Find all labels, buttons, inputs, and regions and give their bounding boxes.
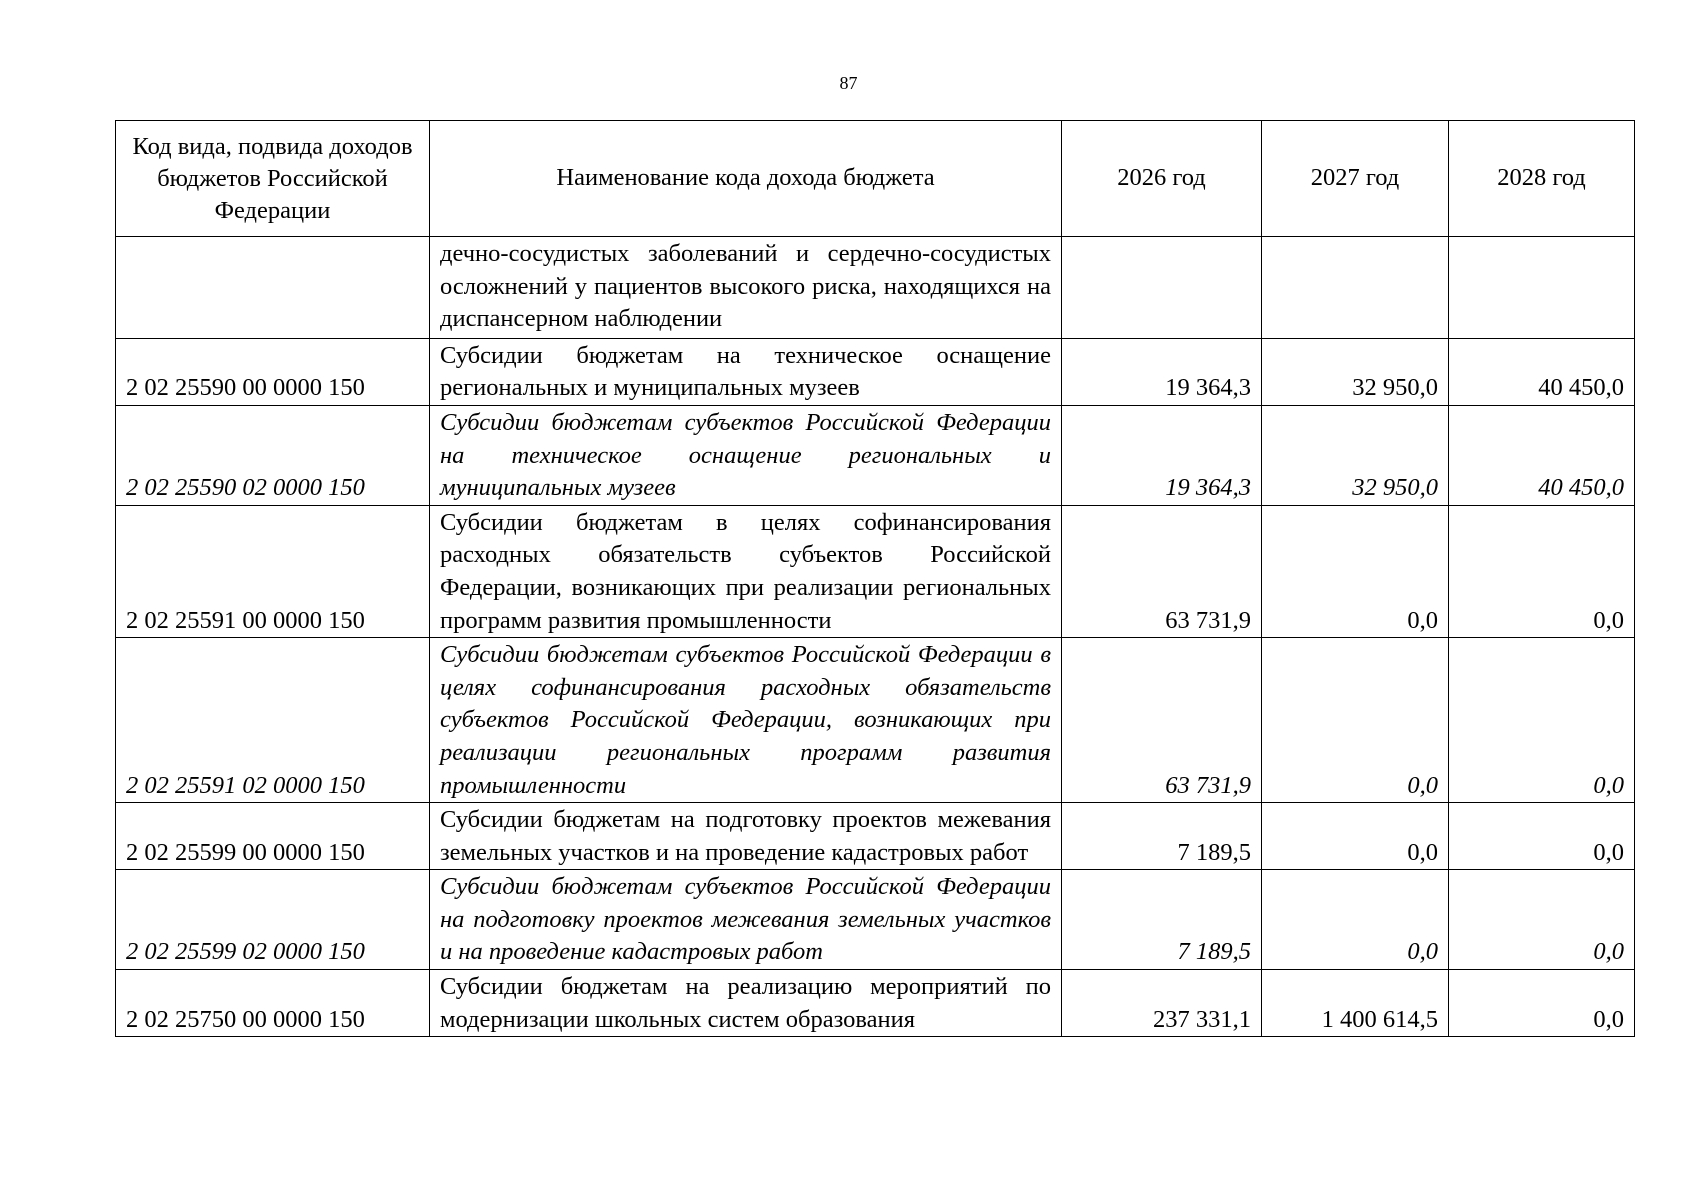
row-value-2027: 0,0 xyxy=(1262,638,1449,803)
row-value-2027: 32 950,0 xyxy=(1262,338,1449,405)
row-name: Субсидии бюджетам на подготовку проектов межевания земельных участков и на проведение кадастровых работ xyxy=(430,803,1062,870)
table-row xyxy=(116,237,1635,339)
table-row xyxy=(116,405,1635,505)
row-value-2027: 0,0 xyxy=(1262,803,1449,870)
header-code: Код вида, подвида доходов бюджетов Российской Федерации xyxy=(116,121,430,237)
row-name: Субсидии бюджетам на техническое оснащение региональных и муниципальных музеев xyxy=(430,338,1062,405)
row-value-2027: 1 400 614,5 xyxy=(1262,970,1449,1037)
row-value-2026: 63 731,9 xyxy=(1062,505,1262,637)
row-name: Субсидии бюджетам в целях софинансирования расходных обязательств субъектов Российской Федерации, возникающих при реализации региональных программ развития промышленности xyxy=(430,505,1062,637)
row-code: 2 02 25599 00 0000 150 xyxy=(116,803,430,870)
row-code: 2 02 25590 00 0000 150 xyxy=(116,338,430,405)
header-name: Наименование кода дохода бюджета xyxy=(430,121,1062,237)
row-value-2026: 7 189,5 xyxy=(1062,870,1262,970)
header-2027: 2027 год xyxy=(1262,121,1449,237)
row-value-2027: 0,0 xyxy=(1262,870,1449,970)
row-value-2026: 7 189,5 xyxy=(1062,803,1262,870)
row-name: Субсидии бюджетам субъектов Российской Федерации в целях софинансирования расходных обязательств субъектов Российской Федерации, возникающих при реализации региональных программ развития промышленности xyxy=(430,638,1062,803)
row-name: Субсидии бюджетам субъектов Российской Федерации на техническое оснащение региональных и муниципальных музеев xyxy=(430,405,1062,505)
row-value-2026: 63 731,9 xyxy=(1062,638,1262,803)
page-number: 87 xyxy=(839,73,858,93)
row-value-2028: 40 450,0 xyxy=(1449,405,1635,505)
row-name: Субсидии бюджетам субъектов Российской Федерации на подготовку проектов межевания земельных участков и на проведение кадастровых работ xyxy=(430,870,1062,970)
row-value-2028: 0,0 xyxy=(1449,970,1635,1037)
table-row xyxy=(116,338,1635,405)
row-value-2026: 19 364,3 xyxy=(1062,405,1262,505)
row-code: 2 02 25591 02 0000 150 xyxy=(116,638,430,803)
row-value-2028: 0,0 xyxy=(1449,638,1635,803)
row-value-2028: 0,0 xyxy=(1449,870,1635,970)
table-row xyxy=(116,505,1635,637)
table-row xyxy=(116,638,1635,803)
row-value-2027: 0,0 xyxy=(1262,505,1449,637)
row-value-2026: 19 364,3 xyxy=(1062,338,1262,405)
row-name: Субсидии бюджетам на реализацию мероприятий по модернизации школьных систем образования xyxy=(430,970,1062,1037)
header-2026: 2026 год xyxy=(1062,121,1262,237)
row-name: дечно-сосудистых заболеваний и сердечно-сосудистых осложнений у пациентов высокого риска, находящихся на диспансерном наблюдении xyxy=(430,237,1062,339)
table-header-row xyxy=(116,121,1635,237)
row-value-2026 xyxy=(1062,237,1262,339)
budget-revenue-table xyxy=(115,120,1635,1037)
row-value-2028: 0,0 xyxy=(1449,505,1635,637)
row-code: 2 02 25590 02 0000 150 xyxy=(116,405,430,505)
row-code: 2 02 25591 00 0000 150 xyxy=(116,505,430,637)
table-row xyxy=(116,870,1635,970)
row-value-2026: 237 331,1 xyxy=(1062,970,1262,1037)
row-value-2027: 32 950,0 xyxy=(1262,405,1449,505)
row-value-2028 xyxy=(1449,237,1635,339)
row-value-2027 xyxy=(1262,237,1449,339)
row-value-2028: 0,0 xyxy=(1449,803,1635,870)
header-2028: 2028 год xyxy=(1449,121,1635,237)
table-row xyxy=(116,970,1635,1037)
row-code xyxy=(116,237,430,339)
table-row xyxy=(116,803,1635,870)
row-value-2028: 40 450,0 xyxy=(1449,338,1635,405)
row-code: 2 02 25750 00 0000 150 xyxy=(116,970,430,1037)
row-code: 2 02 25599 02 0000 150 xyxy=(116,870,430,970)
